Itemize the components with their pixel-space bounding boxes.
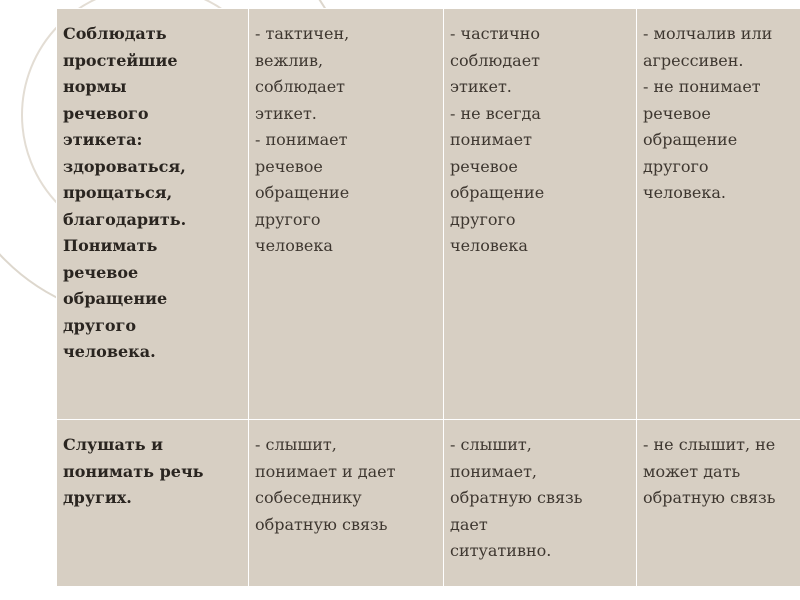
cell-line: собеседнику bbox=[255, 488, 362, 507]
cell-line: обратную связь bbox=[255, 514, 388, 534]
cell-line: - тактичен, bbox=[255, 24, 350, 43]
table-row bbox=[57, 420, 800, 587]
level-low-cell bbox=[637, 420, 800, 587]
cell-line: человека. bbox=[63, 342, 156, 361]
cell-line: речевое bbox=[450, 156, 518, 176]
cell-line: человека bbox=[255, 236, 333, 255]
level-medium-cell bbox=[444, 420, 637, 587]
cell-line: другого bbox=[63, 315, 137, 335]
cell-line: здороваться, bbox=[63, 156, 186, 176]
cell-line: другого bbox=[643, 156, 709, 176]
level-high-cell bbox=[249, 9, 444, 420]
cell-line: вежлив, bbox=[255, 50, 324, 70]
assessment-table bbox=[56, 8, 800, 587]
table-row bbox=[57, 9, 800, 420]
cell-line: - молчалив или bbox=[643, 24, 773, 43]
cell-line: дает bbox=[450, 514, 488, 534]
cell-line: соблюдает bbox=[450, 50, 541, 70]
cell-line: понимать речь bbox=[63, 461, 204, 481]
cell-line: простейшие bbox=[63, 50, 178, 70]
cell-line: человека. bbox=[643, 183, 726, 202]
criterion-cell bbox=[57, 9, 249, 420]
cell-line: - слышит, bbox=[255, 435, 337, 454]
criterion-cell bbox=[57, 420, 249, 587]
cell-line: этикет. bbox=[450, 77, 512, 96]
cell-line: этикета: bbox=[63, 130, 143, 149]
cell-line: человека bbox=[450, 236, 528, 255]
level-low-cell bbox=[637, 9, 800, 420]
cell-line: - не слышит, не bbox=[643, 435, 776, 454]
cell-line: нормы bbox=[63, 77, 127, 96]
cell-line: Слушать и bbox=[63, 435, 164, 454]
cell-line: других. bbox=[63, 488, 132, 507]
level-high-cell bbox=[249, 420, 444, 587]
cell-line: благодарить. bbox=[63, 209, 187, 229]
cell-line: понимает и дает bbox=[255, 461, 396, 481]
cell-line: обратную связь bbox=[643, 488, 776, 507]
cell-line: другого bbox=[255, 209, 321, 229]
cell-line: другого bbox=[450, 209, 516, 229]
cell-line: понимает bbox=[450, 130, 532, 149]
cell-line: может дать bbox=[643, 461, 741, 481]
cell-line: - понимает bbox=[255, 130, 348, 149]
cell-line: ситуативно. bbox=[450, 541, 552, 560]
cell-line: Понимать bbox=[63, 236, 158, 255]
cell-line: понимает, bbox=[450, 461, 538, 481]
cell-line: речевое bbox=[643, 103, 711, 123]
cell-line: обращение bbox=[255, 183, 350, 202]
cell-line: обращение bbox=[643, 130, 738, 149]
cell-line: - не всегда bbox=[450, 103, 541, 123]
cell-line: агрессивен. bbox=[643, 50, 744, 70]
level-medium-cell bbox=[444, 9, 637, 420]
cell-line: обращение bbox=[450, 183, 545, 202]
cell-line: Соблюдать bbox=[63, 24, 167, 43]
cell-line: - не понимает bbox=[643, 77, 761, 96]
cell-line: речевое bbox=[255, 156, 323, 176]
cell-line: - слышит, bbox=[450, 435, 532, 454]
cell-line: прощаться, bbox=[63, 183, 173, 202]
cell-line: речевое bbox=[63, 262, 139, 282]
cell-line: этикет. bbox=[255, 103, 317, 123]
cell-line: обращение bbox=[63, 289, 168, 308]
cell-line: - частично bbox=[450, 24, 540, 43]
cell-line: речевого bbox=[63, 103, 149, 123]
cell-line: соблюдает bbox=[255, 77, 346, 96]
cell-line: обратную связь bbox=[450, 488, 583, 507]
